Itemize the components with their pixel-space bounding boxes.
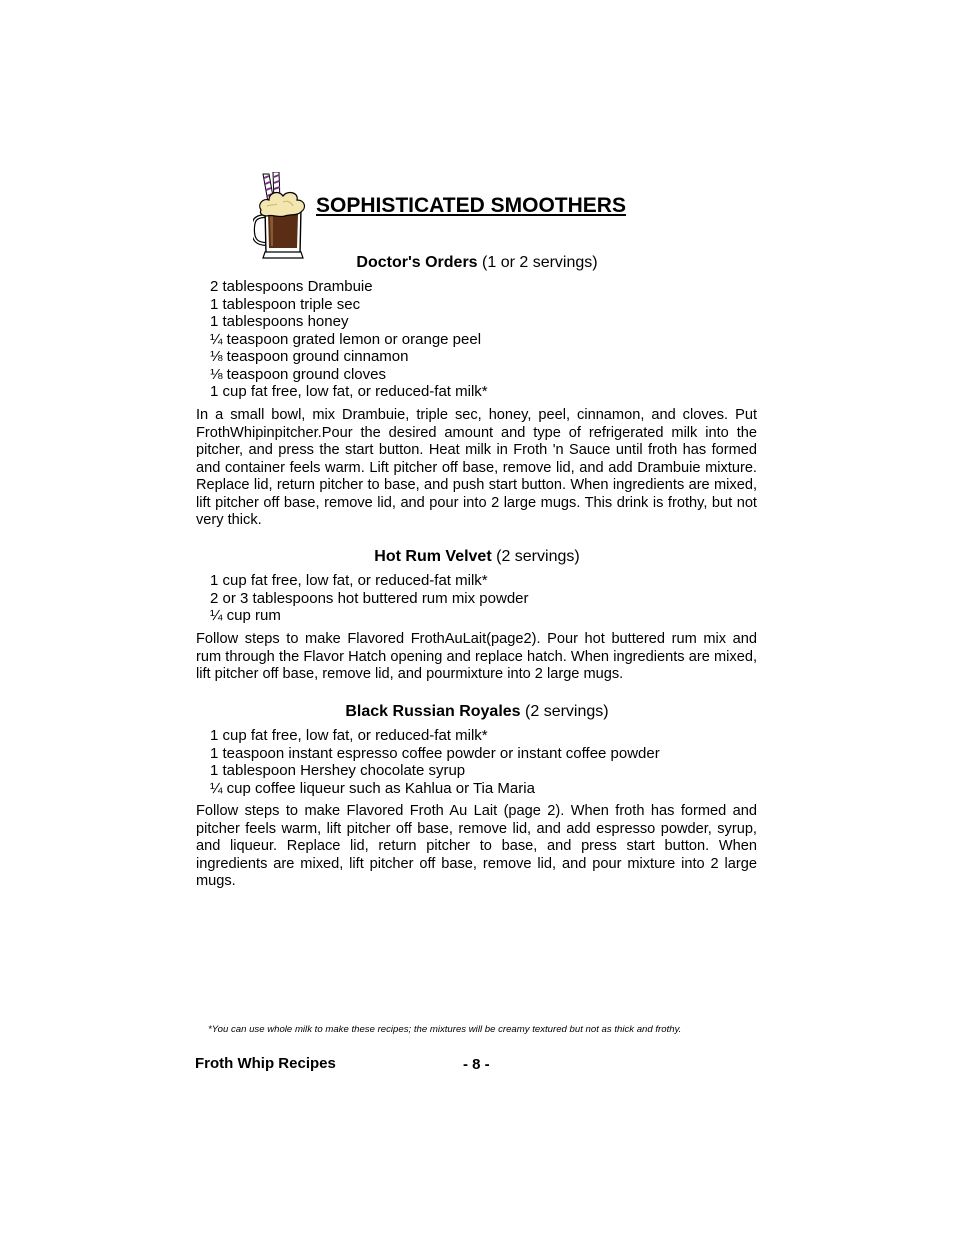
recipe-name: Black Russian Royales <box>345 703 521 720</box>
ingredient-item: 1 cup fat free, low fat, or reduced-fat milk* <box>210 383 488 400</box>
ingredient-item: ¼ cup coffee liqueur such as Kahlua or Tia Maria <box>210 779 535 797</box>
directions-black-russian-royales: Follow steps to make Flavored Froth Au Lait (page 2). When froth has formed and pitcher feels warm, lift pitcher off base, remove lid, and add espresso powder, syrup, and liqueur. Replace lid, return pitcher to base, and press start button. When ingredients are mixed, lift pitcher off base, remove lid, and pour mixture into 2 large mugs. <box>196 803 757 889</box>
recipe-servings: (2 servings) <box>525 703 609 720</box>
ingredient-item: ¼ teaspoon grated lemon or orange peel <box>210 330 482 348</box>
ingredient-list-black-russian-royales <box>210 727 660 797</box>
recipe-name: Doctor's Orders <box>356 254 478 271</box>
ingredient-item: 1 tablespoon triple sec <box>210 295 361 313</box>
ingredient-item: 1 teaspoon instant espresso coffee powder or instant coffee powder <box>210 744 660 762</box>
section-title: SOPHISTICATED SMOOTHERS <box>316 194 626 217</box>
ingredient-list-doctors-orders <box>210 278 488 401</box>
footer-title: Froth Whip Recipes <box>195 1055 336 1072</box>
ingredient-item: ⅛ teaspoon ground cloves <box>210 365 386 383</box>
directions-hot-rum-velvet: Follow steps to make Flavored FrothAuLait(page2). Pour hot buttered rum mix and rum through the Flavor Hatch opening and replace hatch. When ingredients are mixed, lift pitcher off base, remove lid, and pourmixture into 2 large mugs. <box>196 631 757 682</box>
directions-doctors-orders: In a small bowl, mix Drambuie, triple sec, honey, peel, cinnamon, and cloves. Put FrothWhipinpitcher.Pour the desired amount and type of refrigerated milk into the pitcher, and press the start button. Heat milk in Froth 'n Sauce until froth has formed and container feels warm. Lift pitcher off base, remove lid, and add Drambuie mixture. Replace lid, return pitcher to base, and push start button. When ingredients are mixed, lift pitcher off base, remove lid, and pour into 2 large mugs. This drink is frothy, but not very thick. <box>196 407 757 528</box>
footnote: *You can use whole milk to make these recipes; the mixtures will be creamy textured but not as thick and frothy. <box>208 1024 682 1035</box>
recipe-title-doctors-orders <box>0 254 954 272</box>
ingredient-item: 2 or 3 tablespoons hot buttered rum mix powder <box>210 589 529 607</box>
recipe-servings: (1 or 2 servings) <box>482 254 598 271</box>
ingredient-item: 1 tablespoon Hershey chocolate syrup <box>210 762 466 779</box>
ingredient-item: 1 cup fat free, low fat, or reduced-fat milk* <box>210 572 488 589</box>
ingredient-item: ¼ cup rum <box>210 607 281 624</box>
recipe-name: Hot Rum Velvet <box>374 548 492 565</box>
ingredient-item: 1 cup fat free, low fat, or reduced-fat milk* <box>210 727 488 744</box>
recipe-title-black-russian-royales <box>0 703 954 721</box>
recipe-title-hot-rum-velvet <box>0 548 954 566</box>
page-number: - 8 - <box>463 1056 490 1073</box>
ingredient-item: 1 tablespoons honey <box>210 313 349 330</box>
ingredient-item: 2 tablespoons Drambuie <box>210 278 373 295</box>
ingredient-item: ⅛ teaspoon ground cinnamon <box>210 348 409 365</box>
recipe-servings: (2 servings) <box>496 548 580 565</box>
frothy-mug-icon <box>253 172 309 260</box>
ingredient-list-hot-rum-velvet <box>210 572 529 625</box>
